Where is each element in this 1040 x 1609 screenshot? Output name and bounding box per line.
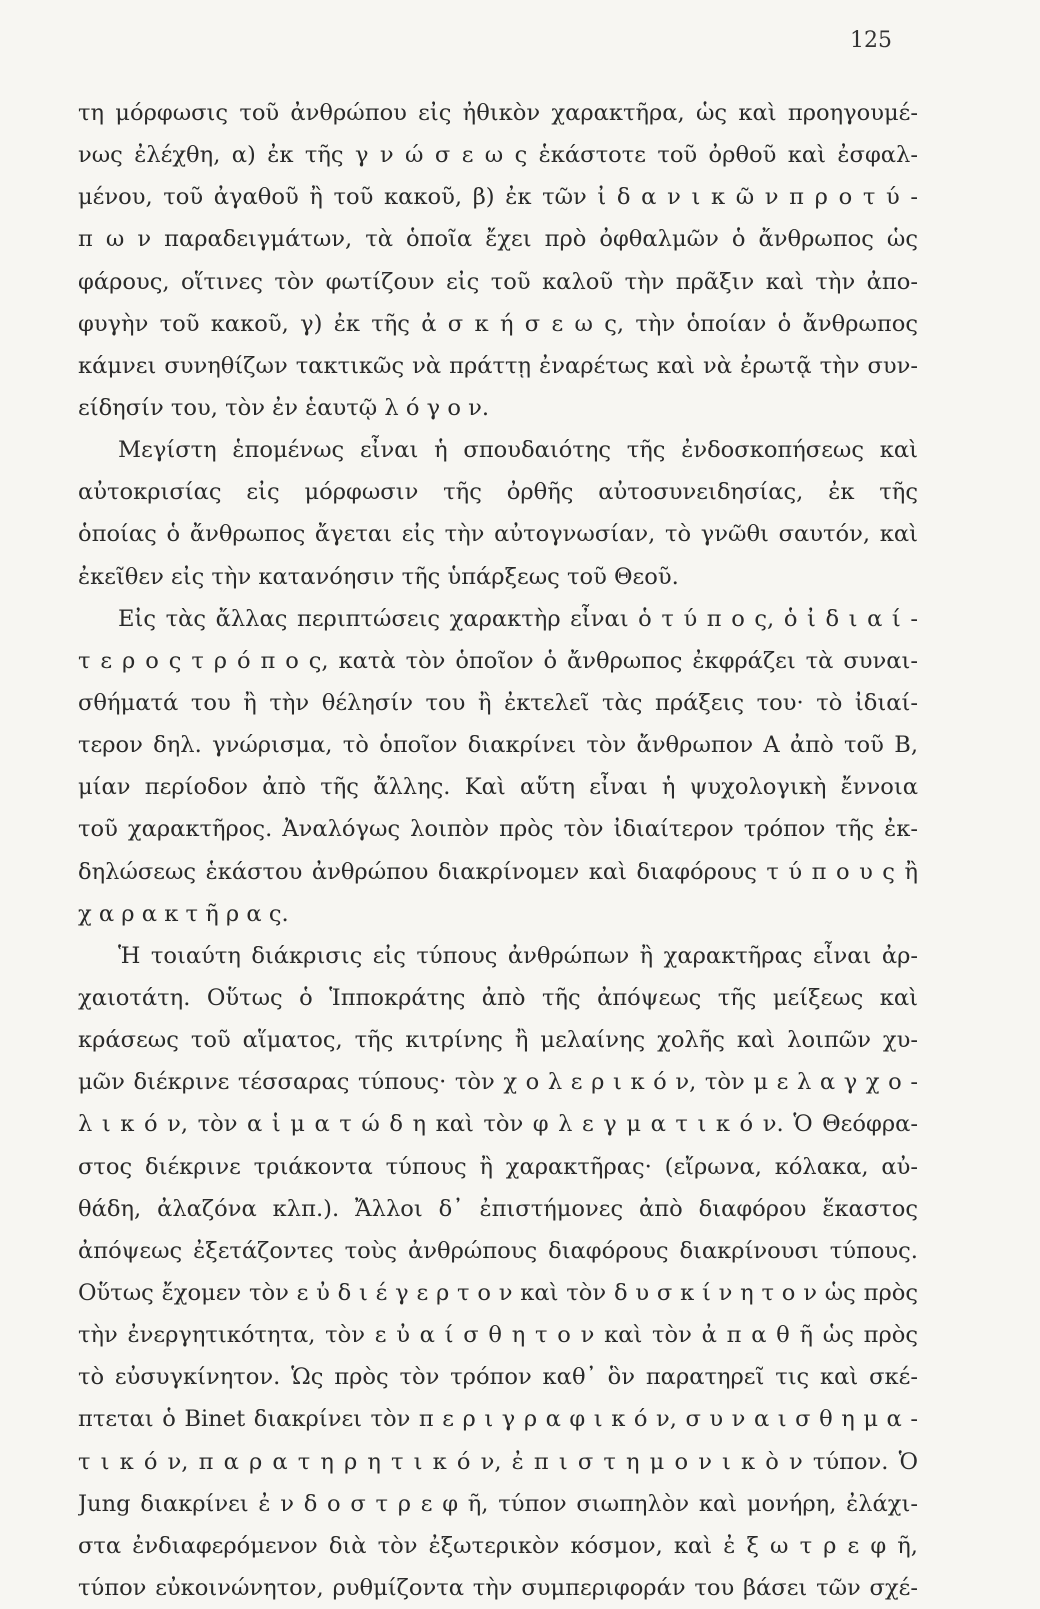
text-line: στος διέκρινε τριάκοντα τύπους ἢ χαρακτῆρας· (εἴρωνα, κόλακα, αὐ- [78, 1153, 918, 1180]
text-line: χαιοτάτη. Οὕτως ὁ Ἱπποκράτης ἀπὸ τῆς ἀπόψεως τῆς μείξεως καὶ [78, 984, 918, 1011]
text-line: φάρους, οἵτινες τὸν φωτίζουν εἰς τοῦ καλοῦ τὴν πρᾶξιν καὶ τὴν ἀπο- [78, 268, 918, 295]
text-line: τὴν ἐνεργητικότητα, τὸν ε ὐ α ί σ θ η τ ο ν καὶ τὸν ἀ π α θ ῆ ὡς πρὸς [78, 1322, 918, 1349]
text-line: τη μόρφωσις τοῦ ἀνθρώπου εἰς ἠθικὸν χαρακτῆρα, ὡς καὶ προηγουμέ- [78, 100, 918, 126]
text-line: μένου, τοῦ ἀγαθοῦ ἢ τοῦ κακοῦ, β) ἐκ τῶν ἰ δ α ν ι κ ῶ ν π ρ ο τ ύ - [78, 184, 918, 211]
text-line: φυγὴν τοῦ κακοῦ, γ) ἐκ τῆς ἀ σ κ ή σ ε ω ς, τὴν ὁποίαν ὁ ἄνθρωπος [78, 310, 918, 337]
text-line: ἐκεῖθεν εἰς τὴν κατανόησιν τῆς ὑπάρξεως τοῦ Θεοῦ. [78, 563, 679, 590]
text-line: νως ἐλέχθη, α) ἐκ τῆς γ ν ώ σ ε ω ς ἑκάστοτε τοῦ ὀρθοῦ καὶ ἐσφαλ- [78, 142, 918, 169]
text-line: ἀπόψεως ἐξετάζοντες τοὺς ἀνθρώπους διαφόρους διακρίνουσι τύπους. [78, 1237, 918, 1264]
text-line: τερον δηλ. γνώρισμα, τὸ ὁποῖον διακρίνει τὸν ἄνθρωπον Α ἀπὸ τοῦ Β, [78, 732, 918, 759]
text-line: Μεγίστη ἑπομένως εἶναι ἡ σπουδαιότης τῆς ἐνδοσκοπήσεως καὶ [118, 437, 918, 464]
text-line: χ α ρ α κ τ ῆ ρ α ς. [78, 900, 289, 927]
text-line: λ ι κ ό ν, τὸν α ἱ μ α τ ώ δ η καὶ τὸν φ λ ε γ μ α τ ι κ ό ν. Ὁ Θεόφρα- [78, 1111, 918, 1138]
text-line: στα ἐνδιαφερόμενον διὰ τὸν ἐξωτερικὸν κόσμον, καὶ ἐ ξ ω τ ρ ε φ ῆ, [78, 1532, 918, 1559]
text-line: μῶν διέκρινε τέσσαρας τύπους· τὸν χ ο λ ε ρ ι κ ό ν, τὸν μ ε λ α γ χ ο - [78, 1069, 918, 1096]
text-line: Jung διακρίνει ἐ ν δ ο σ τ ρ ε φ ῆ, τύπον σιωπηλὸν καὶ μονήρη, ἐλάχι- [78, 1490, 918, 1517]
text-line: κράσεως τοῦ αἵματος, τῆς κιτρίνης ἢ μελαίνης χολῆς καὶ λοιπῶν χυ- [78, 1027, 918, 1054]
text-line: αὐτοκρισίας εἰς μόρφωσιν τῆς ὀρθῆς αὐτοσυνειδησίας, ἐκ τῆς [78, 479, 918, 506]
text-line: τὸ εὐσυγκίνητον. Ὡς πρὸς τὸν τρόπον καθ᾽ ὃν παρατηρεῖ τις καὶ σκέ- [78, 1364, 918, 1391]
page-number: 125 [850, 28, 892, 53]
body-text [78, 92, 918, 1609]
text-line: κάμνει συνηθίζων τακτικῶς νὰ πράττῃ ἐναρέτως καὶ νὰ ἐρωτᾷ τὴν συν- [78, 352, 918, 379]
text-line: Οὕτως ἔχομεν τὸν ε ὐ δ ι έ γ ε ρ τ ο ν καὶ τὸν δ υ σ κ ί ν η τ ο ν ὡς πρὸς [78, 1279, 918, 1306]
text-line: ὁποίας ὁ ἄνθρωπος ἄγεται εἰς τὴν αὐτογνωσίαν, τὸ γνῶθι σαυτόν, καὶ [78, 521, 918, 548]
text-line: θάδη, ἀλαζόνα κλπ.). Ἄλλοι δ᾽ ἐπιστήμονες ἀπὸ διαφόρου ἕκαστος [78, 1195, 918, 1222]
text-line: τύπον εὐκοινώνητον, ρυθμίζοντα τὴν συμπεριφοράν του βάσει τῶν σχέ- [78, 1574, 918, 1601]
text-line: π ω ν παραδειγμάτων, τὰ ὁποῖα ἔχει πρὸ ὀφθαλμῶν ὁ ἄνθρωπος ὡς [78, 226, 918, 253]
text-line: Ἡ τοιαύτη διάκρισις εἰς τύπους ἀνθρώπων ἢ χαρακτῆρας εἶναι ἀρ- [118, 942, 918, 969]
text-line: μίαν περίοδον ἀπὸ τῆς ἄλλης. Καὶ αὕτη εἶναι ἡ ψυχολογικὴ ἔννοια [78, 774, 918, 801]
text-line: Εἰς τὰς ἄλλας περιπτώσεις χαρακτὴρ εἶναι ὁ τ ύ π ο ς, ὁ ἰ δ ι α ί - [118, 605, 918, 632]
text-line: σθήματά του ἢ τὴν θέλησίν του ἢ ἐκτελεῖ τὰς πράξεις του· τὸ ἰδιαί- [78, 689, 918, 716]
text-line: είδησίν του, τὸν ἐν ἑαυτῷ λ ό γ ο ν. [78, 394, 490, 421]
text-line: τοῦ χαρακτῆρος. Ἀναλόγως λοιπὸν πρὸς τὸν ἰδιαίτερον τρόπον τῆς ἐκ- [78, 816, 918, 843]
text-line: πτεται ὁ Binet διακρίνει τὸν π ε ρ ι γ ρ α φ ι κ ό ν, σ υ ν α ι σ θ η μ α - [78, 1406, 918, 1433]
text-line: τ ε ρ ο ς τ ρ ό π ο ς, κατὰ τὸν ὁποῖον ὁ ἄνθρωπος ἐκφράζει τὰ συναι- [78, 647, 918, 674]
text-line: τ ι κ ό ν, π α ρ α τ η ρ η τ ι κ ό ν, ἐ π ι σ τ η μ ο ν ι κ ὸ ν τύπον. Ὁ [78, 1448, 918, 1475]
text-line: δηλώσεως ἑκάστου ἀνθρώπου διακρίνομεν καὶ διαφόρους τ ύ π ο υ ς ἢ [78, 858, 918, 885]
